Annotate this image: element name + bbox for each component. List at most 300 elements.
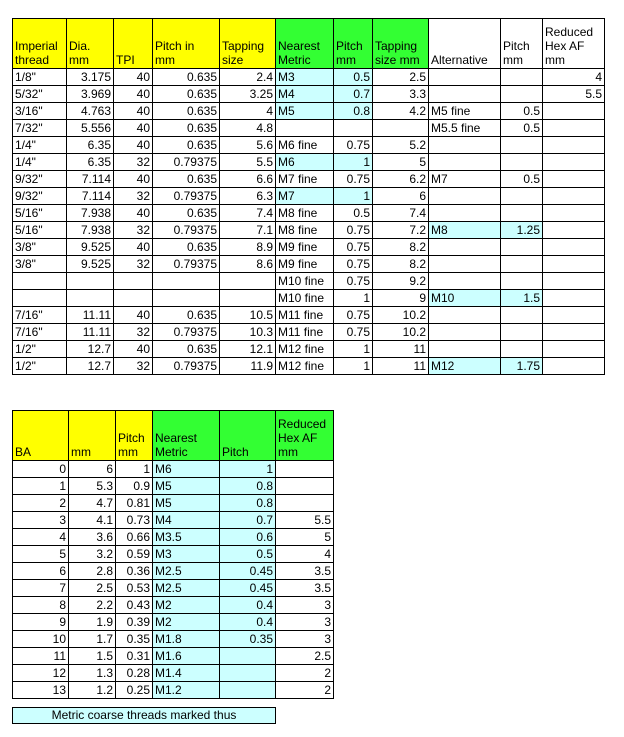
header-tapping-size-mm: Tapping size mm xyxy=(373,19,429,69)
cell-ba: 12 xyxy=(13,665,69,682)
cell-pitch-in-mm: 0.79375 xyxy=(153,256,220,273)
cell-imperial-thread: 1/2" xyxy=(13,341,67,358)
cell-reduced-hex-af xyxy=(543,154,605,171)
table-row xyxy=(13,614,334,631)
table-row xyxy=(13,324,605,341)
header-dia-mm: Dia. mm xyxy=(67,19,114,69)
cell-pitch-in-mm xyxy=(153,290,220,307)
cell-pitch-mm: 0.75 xyxy=(334,256,373,273)
cell-alternative xyxy=(429,307,501,324)
cell-alternative: M5 fine xyxy=(429,103,501,120)
header-pitch-mm: Pitch mm xyxy=(116,411,153,461)
cell-pitch-mm: 0.59 xyxy=(116,546,153,563)
cell-mm: 2.5 xyxy=(69,580,116,597)
cell-tapping-size: 11.9 xyxy=(220,358,276,375)
cell-alternative: M5.5 fine xyxy=(429,120,501,137)
cell-tapping-size: 6.6 xyxy=(220,171,276,188)
table-row xyxy=(13,307,605,324)
cell-alt-pitch-mm xyxy=(501,273,543,290)
cell-nearest-metric: M1.4 xyxy=(153,665,220,682)
cell-pitch-mm: 1 xyxy=(334,341,373,358)
cell-pitch-mm: 0.81 xyxy=(116,495,153,512)
cell-nearest-metric: M1.2 xyxy=(153,682,220,699)
cell-dia-mm: 11.11 xyxy=(67,307,114,324)
cell-alternative xyxy=(429,324,501,341)
cell-nearest-metric: M6 fine xyxy=(276,137,334,154)
cell-pitch-mm: 0.75 xyxy=(334,137,373,154)
cell-reduced-hex-af xyxy=(543,120,605,137)
cell-tapping-size-mm: 9 xyxy=(373,290,429,307)
cell-dia-mm: 7.938 xyxy=(67,205,114,222)
cell-dia-mm: 12.7 xyxy=(67,341,114,358)
cell-ba: 8 xyxy=(13,597,69,614)
cell-dia-mm xyxy=(67,290,114,307)
cell-tapping-size-mm: 8.2 xyxy=(373,239,429,256)
table-row xyxy=(13,154,605,171)
cell-reduced-hex-af: 3 xyxy=(276,614,334,631)
cell-alternative xyxy=(429,86,501,103)
cell-pitch-mm: 0.8 xyxy=(334,103,373,120)
cell-tapping-size: 4.8 xyxy=(220,120,276,137)
cell-ba: 4 xyxy=(13,529,69,546)
cell-alt-pitch-mm xyxy=(501,256,543,273)
cell-pitch-mm: 0.43 xyxy=(116,597,153,614)
table-row xyxy=(13,239,605,256)
cell-reduced-hex-af: 2 xyxy=(276,682,334,699)
cell-pitch-in-mm: 0.635 xyxy=(153,103,220,120)
table2-header-row xyxy=(13,411,334,461)
cell-tpi: 32 xyxy=(114,256,153,273)
table-row xyxy=(13,461,334,478)
cell-alternative xyxy=(429,69,501,86)
cell-alternative: M7 xyxy=(429,171,501,188)
cell-imperial-thread: 1/8" xyxy=(13,69,67,86)
cell-mm: 4.1 xyxy=(69,512,116,529)
cell-imperial-thread: 7/16" xyxy=(13,307,67,324)
cell-tapping-size: 5.6 xyxy=(220,137,276,154)
cell-ba: 3 xyxy=(13,512,69,529)
cell-nearest-metric: M3 xyxy=(276,69,334,86)
table-row xyxy=(13,137,605,154)
cell-reduced-hex-af xyxy=(543,290,605,307)
cell-imperial-thread: 7/32" xyxy=(13,120,67,137)
cell-pitch-mm: 0.28 xyxy=(116,665,153,682)
cell-pitch xyxy=(220,648,276,665)
cell-pitch: 0.45 xyxy=(220,563,276,580)
cell-reduced-hex-af xyxy=(543,256,605,273)
cell-ba: 10 xyxy=(13,631,69,648)
cell-pitch: 0.8 xyxy=(220,495,276,512)
table-row xyxy=(13,512,334,529)
cell-alternative xyxy=(429,239,501,256)
cell-imperial-thread xyxy=(13,290,67,307)
cell-alternative: M8 xyxy=(429,222,501,239)
cell-dia-mm: 7.114 xyxy=(67,188,114,205)
cell-dia-mm xyxy=(67,273,114,290)
cell-nearest-metric: M5 xyxy=(153,495,220,512)
table-row xyxy=(13,529,334,546)
header-alt-pitch-mm: Pitch mm xyxy=(501,19,543,69)
cell-pitch: 0.45 xyxy=(220,580,276,597)
cell-tapping-size-mm: 5.2 xyxy=(373,137,429,154)
cell-tpi: 32 xyxy=(114,188,153,205)
cell-reduced-hex-af xyxy=(543,341,605,358)
cell-alt-pitch-mm xyxy=(501,239,543,256)
cell-imperial-thread: 1/4" xyxy=(13,137,67,154)
cell-alternative xyxy=(429,205,501,222)
cell-imperial-thread: 7/16" xyxy=(13,324,67,341)
cell-tapping-size-mm: 10.2 xyxy=(373,307,429,324)
cell-pitch-mm: 0.75 xyxy=(334,239,373,256)
cell-nearest-metric: M1.8 xyxy=(153,631,220,648)
cell-nearest-metric: M10 fine xyxy=(276,290,334,307)
table-row xyxy=(13,188,605,205)
cell-tapping-size-mm: 7.2 xyxy=(373,222,429,239)
cell-tapping-size-mm: 6.2 xyxy=(373,171,429,188)
cell-mm: 1.9 xyxy=(69,614,116,631)
table-row xyxy=(13,358,605,375)
cell-tpi: 32 xyxy=(114,358,153,375)
header-alternative: Alternative xyxy=(429,19,501,69)
table-row xyxy=(13,478,334,495)
cell-tapping-size: 7.4 xyxy=(220,205,276,222)
cell-pitch-mm: 0.39 xyxy=(116,614,153,631)
table-row xyxy=(13,648,334,665)
cell-mm: 1.3 xyxy=(69,665,116,682)
cell-reduced-hex-af xyxy=(543,171,605,188)
cell-alt-pitch-mm xyxy=(501,324,543,341)
header-reduced-hex-af: Reduced Hex AF mm xyxy=(543,19,605,69)
table1-header-row xyxy=(13,19,605,69)
cell-pitch: 0.6 xyxy=(220,529,276,546)
cell-tapping-size: 6.3 xyxy=(220,188,276,205)
cell-alt-pitch-mm xyxy=(501,307,543,324)
cell-ba: 7 xyxy=(13,580,69,597)
cell-tapping-size: 10.5 xyxy=(220,307,276,324)
cell-alternative xyxy=(429,273,501,290)
cell-tapping-size: 2.4 xyxy=(220,69,276,86)
cell-mm: 2.8 xyxy=(69,563,116,580)
cell-reduced-hex-af: 2 xyxy=(276,665,334,682)
cell-pitch xyxy=(220,665,276,682)
cell-dia-mm: 9.525 xyxy=(67,239,114,256)
header-nearest-metric: Nearest Metric xyxy=(276,19,334,69)
table-row xyxy=(13,495,334,512)
cell-ba: 6 xyxy=(13,563,69,580)
cell-reduced-hex-af xyxy=(543,222,605,239)
cell-dia-mm: 9.525 xyxy=(67,256,114,273)
table-row xyxy=(13,69,605,86)
cell-imperial-thread: 3/16" xyxy=(13,103,67,120)
cell-pitch-in-mm: 0.635 xyxy=(153,307,220,324)
cell-nearest-metric: M3 xyxy=(153,546,220,563)
cell-tapping-size-mm: 5 xyxy=(373,154,429,171)
cell-pitch: 0.5 xyxy=(220,546,276,563)
cell-pitch-mm: 1 xyxy=(334,188,373,205)
header-tpi: TPI xyxy=(114,19,153,69)
cell-nearest-metric: M2.5 xyxy=(153,563,220,580)
cell-pitch-in-mm: 0.635 xyxy=(153,239,220,256)
cell-tpi: 40 xyxy=(114,307,153,324)
table2-body xyxy=(13,461,334,699)
cell-nearest-metric: M11 fine xyxy=(276,307,334,324)
table-row xyxy=(13,682,334,699)
cell-reduced-hex-af: 5 xyxy=(276,529,334,546)
header-ba: BA xyxy=(13,411,69,461)
cell-tapping-size: 7.1 xyxy=(220,222,276,239)
table-row xyxy=(13,546,334,563)
cell-dia-mm: 6.35 xyxy=(67,137,114,154)
cell-tapping-size-mm: 9.2 xyxy=(373,273,429,290)
cell-alt-pitch-mm xyxy=(501,86,543,103)
table-row xyxy=(13,580,334,597)
table-row xyxy=(13,256,605,273)
cell-tapping-size-mm: 11 xyxy=(373,341,429,358)
cell-pitch-in-mm: 0.635 xyxy=(153,341,220,358)
table1-body xyxy=(13,69,605,375)
cell-pitch: 0.7 xyxy=(220,512,276,529)
cell-tpi: 40 xyxy=(114,86,153,103)
legend-note: Metric coarse threads marked thus xyxy=(12,707,276,724)
cell-tpi xyxy=(114,273,153,290)
cell-tpi xyxy=(114,290,153,307)
table-row xyxy=(13,205,605,222)
cell-tpi: 40 xyxy=(114,171,153,188)
cell-tpi: 40 xyxy=(114,103,153,120)
cell-tapping-size: 4 xyxy=(220,103,276,120)
cell-alt-pitch-mm: 0.5 xyxy=(501,171,543,188)
cell-pitch: 0.35 xyxy=(220,631,276,648)
cell-reduced-hex-af: 5.5 xyxy=(543,86,605,103)
cell-nearest-metric: M1.6 xyxy=(153,648,220,665)
cell-mm: 5.3 xyxy=(69,478,116,495)
cell-mm: 1.2 xyxy=(69,682,116,699)
cell-pitch-mm: 0.75 xyxy=(334,324,373,341)
cell-tapping-size: 10.3 xyxy=(220,324,276,341)
cell-reduced-hex-af: 4 xyxy=(543,69,605,86)
cell-pitch-mm: 0.5 xyxy=(334,205,373,222)
cell-pitch-in-mm: 0.79375 xyxy=(153,358,220,375)
cell-pitch-mm xyxy=(334,120,373,137)
table-row xyxy=(13,631,334,648)
cell-nearest-metric: M12 fine xyxy=(276,358,334,375)
cell-nearest-metric: M6 xyxy=(276,154,334,171)
cell-pitch-mm: 0.7 xyxy=(334,86,373,103)
cell-tapping-size-mm: 2.5 xyxy=(373,69,429,86)
cell-pitch-mm: 0.5 xyxy=(334,69,373,86)
cell-pitch: 0.4 xyxy=(220,614,276,631)
header-pitch: Pitch xyxy=(220,411,276,461)
cell-reduced-hex-af xyxy=(543,239,605,256)
cell-pitch-in-mm: 0.79375 xyxy=(153,222,220,239)
cell-imperial-thread: 1/2" xyxy=(13,358,67,375)
cell-pitch-in-mm: 0.79375 xyxy=(153,324,220,341)
cell-alternative xyxy=(429,188,501,205)
cell-tapping-size: 8.6 xyxy=(220,256,276,273)
cell-dia-mm: 7.114 xyxy=(67,171,114,188)
cell-pitch-mm: 0.31 xyxy=(116,648,153,665)
cell-tpi: 40 xyxy=(114,120,153,137)
cell-alternative xyxy=(429,341,501,358)
table-row xyxy=(13,171,605,188)
cell-tapping-size: 8.9 xyxy=(220,239,276,256)
header-mm: mm xyxy=(69,411,116,461)
cell-dia-mm: 4.763 xyxy=(67,103,114,120)
cell-pitch-mm: 0.9 xyxy=(116,478,153,495)
cell-ba: 5 xyxy=(13,546,69,563)
cell-alt-pitch-mm: 0.5 xyxy=(501,120,543,137)
cell-alt-pitch-mm: 1.75 xyxy=(501,358,543,375)
cell-tapping-size: 3.25 xyxy=(220,86,276,103)
table-row xyxy=(13,341,605,358)
header-imperial-thread: Imperial thread xyxy=(13,19,67,69)
cell-mm: 4.7 xyxy=(69,495,116,512)
cell-pitch-in-mm: 0.635 xyxy=(153,69,220,86)
cell-ba: 9 xyxy=(13,614,69,631)
cell-imperial-thread: 5/16" xyxy=(13,222,67,239)
cell-mm: 1.5 xyxy=(69,648,116,665)
header-pitch-mm: Pitch mm xyxy=(334,19,373,69)
cell-nearest-metric: M9 fine xyxy=(276,239,334,256)
cell-nearest-metric: M5 xyxy=(153,478,220,495)
cell-nearest-metric: M4 xyxy=(276,86,334,103)
cell-alt-pitch-mm xyxy=(501,341,543,358)
cell-reduced-hex-af xyxy=(543,188,605,205)
table-row xyxy=(13,563,334,580)
cell-reduced-hex-af xyxy=(276,461,334,478)
cell-nearest-metric: M10 fine xyxy=(276,273,334,290)
cell-alt-pitch-mm xyxy=(501,137,543,154)
cell-pitch-mm: 1 xyxy=(116,461,153,478)
cell-tapping-size: 5.5 xyxy=(220,154,276,171)
cell-pitch-in-mm: 0.635 xyxy=(153,205,220,222)
cell-alt-pitch-mm xyxy=(501,188,543,205)
cell-pitch-mm: 1 xyxy=(334,358,373,375)
cell-pitch-in-mm: 0.79375 xyxy=(153,154,220,171)
cell-tapping-size-mm xyxy=(373,120,429,137)
cell-reduced-hex-af: 3 xyxy=(276,631,334,648)
header-pitch-in-mm: Pitch in mm xyxy=(153,19,220,69)
cell-pitch-mm: 0.75 xyxy=(334,273,373,290)
cell-tpi: 40 xyxy=(114,69,153,86)
table-row xyxy=(13,222,605,239)
cell-imperial-thread: 1/4" xyxy=(13,154,67,171)
cell-dia-mm: 6.35 xyxy=(67,154,114,171)
cell-nearest-metric: M12 fine xyxy=(276,341,334,358)
cell-tapping-size-mm: 7.4 xyxy=(373,205,429,222)
cell-alternative xyxy=(429,154,501,171)
cell-imperial-thread: 9/32" xyxy=(13,188,67,205)
cell-reduced-hex-af: 4 xyxy=(276,546,334,563)
cell-ba: 1 xyxy=(13,478,69,495)
cell-nearest-metric: M7 fine xyxy=(276,171,334,188)
cell-ba: 13 xyxy=(13,682,69,699)
cell-dia-mm: 11.11 xyxy=(67,324,114,341)
cell-alt-pitch-mm: 0.5 xyxy=(501,103,543,120)
table-row xyxy=(13,597,334,614)
cell-nearest-metric: M7 xyxy=(276,188,334,205)
cell-nearest-metric: M9 fine xyxy=(276,256,334,273)
cell-pitch-mm: 0.66 xyxy=(116,529,153,546)
cell-nearest-metric: M6 xyxy=(153,461,220,478)
cell-ba: 11 xyxy=(13,648,69,665)
cell-pitch: 0.4 xyxy=(220,597,276,614)
cell-reduced-hex-af xyxy=(543,205,605,222)
cell-reduced-hex-af xyxy=(276,495,334,512)
cell-tpi: 40 xyxy=(114,341,153,358)
table-row xyxy=(13,273,605,290)
cell-pitch-in-mm xyxy=(153,273,220,290)
table-row xyxy=(13,103,605,120)
cell-tapping-size-mm: 10.2 xyxy=(373,324,429,341)
cell-nearest-metric: M5 xyxy=(276,103,334,120)
cell-pitch-mm: 0.73 xyxy=(116,512,153,529)
cell-dia-mm: 5.556 xyxy=(67,120,114,137)
cell-pitch-in-mm: 0.79375 xyxy=(153,188,220,205)
cell-alt-pitch-mm xyxy=(501,205,543,222)
cell-imperial-thread: 3/8" xyxy=(13,239,67,256)
table-row xyxy=(13,120,605,137)
cell-nearest-metric xyxy=(276,120,334,137)
ba-thread-table xyxy=(12,410,334,699)
cell-reduced-hex-af: 2.5 xyxy=(276,648,334,665)
table-row xyxy=(13,665,334,682)
cell-nearest-metric: M8 fine xyxy=(276,205,334,222)
cell-alternative: M12 xyxy=(429,358,501,375)
cell-imperial-thread: 9/32" xyxy=(13,171,67,188)
cell-reduced-hex-af xyxy=(543,324,605,341)
cell-tapping-size-mm: 3.3 xyxy=(373,86,429,103)
cell-dia-mm: 3.969 xyxy=(67,86,114,103)
cell-reduced-hex-af xyxy=(543,358,605,375)
cell-reduced-hex-af: 3 xyxy=(276,597,334,614)
cell-reduced-hex-af xyxy=(543,307,605,324)
cell-tapping-size-mm: 8.2 xyxy=(373,256,429,273)
cell-tpi: 32 xyxy=(114,154,153,171)
cell-mm: 3.6 xyxy=(69,529,116,546)
cell-pitch-mm: 0.75 xyxy=(334,171,373,188)
cell-tpi: 40 xyxy=(114,137,153,154)
cell-reduced-hex-af: 5.5 xyxy=(276,512,334,529)
cell-tpi: 32 xyxy=(114,324,153,341)
cell-tapping-size xyxy=(220,290,276,307)
cell-imperial-thread xyxy=(13,273,67,290)
header-reduced-hex-af: Reduced Hex AF mm xyxy=(276,411,334,461)
cell-mm: 1.7 xyxy=(69,631,116,648)
cell-tapping-size xyxy=(220,273,276,290)
cell-alt-pitch-mm: 1.5 xyxy=(501,290,543,307)
cell-pitch-in-mm: 0.635 xyxy=(153,120,220,137)
cell-tpi: 40 xyxy=(114,239,153,256)
cell-reduced-hex-af xyxy=(543,103,605,120)
header-nearest-metric: Nearest Metric xyxy=(153,411,220,461)
cell-tapping-size: 12.1 xyxy=(220,341,276,358)
cell-tpi: 32 xyxy=(114,222,153,239)
cell-nearest-metric: M2 xyxy=(153,614,220,631)
cell-reduced-hex-af xyxy=(276,478,334,495)
cell-pitch-mm: 0.75 xyxy=(334,307,373,324)
imperial-thread-table xyxy=(12,18,605,375)
cell-ba: 2 xyxy=(13,495,69,512)
cell-dia-mm: 12.7 xyxy=(67,358,114,375)
cell-mm: 6 xyxy=(69,461,116,478)
cell-nearest-metric: M2 xyxy=(153,597,220,614)
cell-dia-mm: 7.938 xyxy=(67,222,114,239)
cell-alt-pitch-mm xyxy=(501,69,543,86)
cell-pitch-mm: 1 xyxy=(334,290,373,307)
cell-dia-mm: 3.175 xyxy=(67,69,114,86)
cell-pitch: 1 xyxy=(220,461,276,478)
